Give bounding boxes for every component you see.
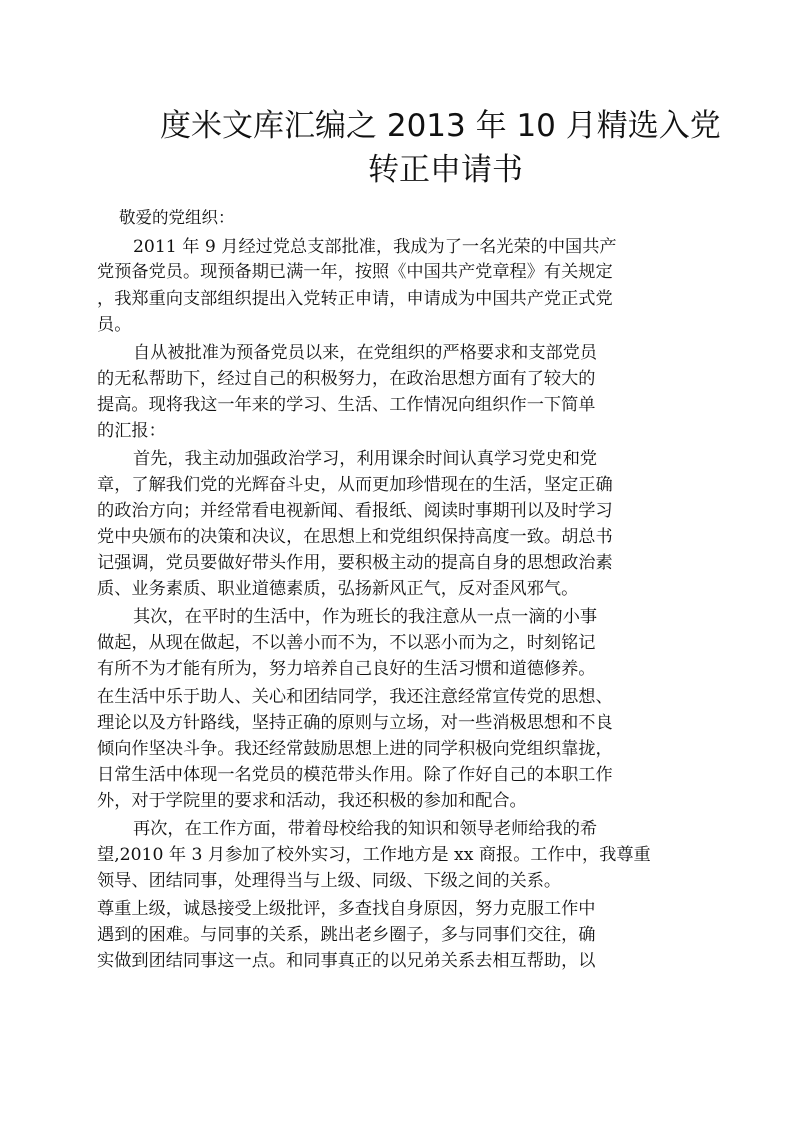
body-line: 实做到团结同事这一点。和同事真正的以兄弟关系去相互帮助，以 [97, 951, 596, 971]
body-line: 在生活中乐于助人、关心和团结同学，我还注意经常宣传党的思想、 [97, 687, 613, 707]
body-line: 遇到的困难。与同事的关系，跳出老乡圈子，多与同事们交往，确 [97, 925, 596, 945]
body-line: 做起，从现在做起，不以善小而不为，不以恶小而为之，时刻铭记 [97, 633, 596, 653]
body-line: 望,2010 年 3 月参加了校外实习，工作地方是 xx 商报。工作中，我尊重 [97, 845, 651, 865]
body-line: 其次，在平时的生活中，作为班长的我注意从一点一滴的小事 [133, 607, 598, 627]
body-line: 日常生活中体现一名党员的模范带头作用。除了作好自己的本职工作 [97, 765, 613, 785]
salutation: 敬爱的党组织： [119, 208, 235, 227]
body-line: 自从被批准为预备党员以来，在党组织的严格要求和支部党员 [133, 343, 598, 363]
body-line: 有所不为才能有所为，努力培养自己良好的生活习惯和道德修养。 [97, 659, 596, 679]
body-line: 外，对于学院里的要求和活动，我还积极的参加和配合。 [97, 791, 527, 811]
body-line: 的政治方向；并经常看电视新闻、看报纸、阅读时事期刊以及时学习 [97, 501, 613, 521]
body-line: 理论以及方针路线，坚持正确的原则与立场，对一些消极思想和不良 [97, 713, 613, 733]
body-line: ，我郑重向支部组织提出入党转正申请，申请成为中国共产党正式党 [97, 289, 613, 309]
body-line: 领导、团结同事，处理得当与上级、同级、下级之间的关系。 [97, 871, 562, 891]
body-line: 质、业务素质、职业道德素质，弘扬新风正气，反对歪风邪气。 [97, 579, 579, 599]
title-line-2: 转正申请书 [368, 152, 523, 188]
document-title [160, 104, 760, 188]
body-line: 首先，我主动加强政治学习，利用课余时间认真学习党史和党 [133, 449, 598, 469]
body-line: 员。 [97, 315, 132, 335]
body-line: 党预备党员。现预备期已满一年，按照《中国共产党章程》有关规定 [97, 262, 613, 282]
body-line: 倾向作坚决斗争。我还经常鼓励思想上进的同学积极向党组织靠拢， [97, 739, 613, 759]
body-line: 的无私帮助下，经过自己的积极努力，在政治思想方面有了较大的 [97, 369, 596, 389]
title-line-1: 度米文库汇编之 2013 年 10 月精选入党 [160, 108, 721, 144]
body-line: 再次，在工作方面，带着母校给我的知识和领导老师给我的希 [133, 819, 598, 839]
body-line: 2011 年 9 月经过党总支部批准，我成为了一名光荣的中国共产 [133, 237, 617, 257]
body-line: 章，了解我们党的光辉奋斗史，从而更加珍惜现在的生活，坚定正确 [97, 475, 613, 495]
body-line: 党中央颁布的决策和决议，在思想上和党组织保持高度一致。胡总书 [97, 527, 613, 547]
body-line: 的汇报： [97, 421, 166, 441]
body-line: 记强调，党员要做好带头作用，要积极主动的提高自身的思想政治素 [97, 553, 613, 573]
body-line: 尊重上级，诚恳接受上级批评，多查找自身原因，努力克服工作中 [97, 899, 596, 919]
body-line: 提高。现将我这一年来的学习、生活、工作情况向组织作一下简单 [97, 395, 596, 415]
